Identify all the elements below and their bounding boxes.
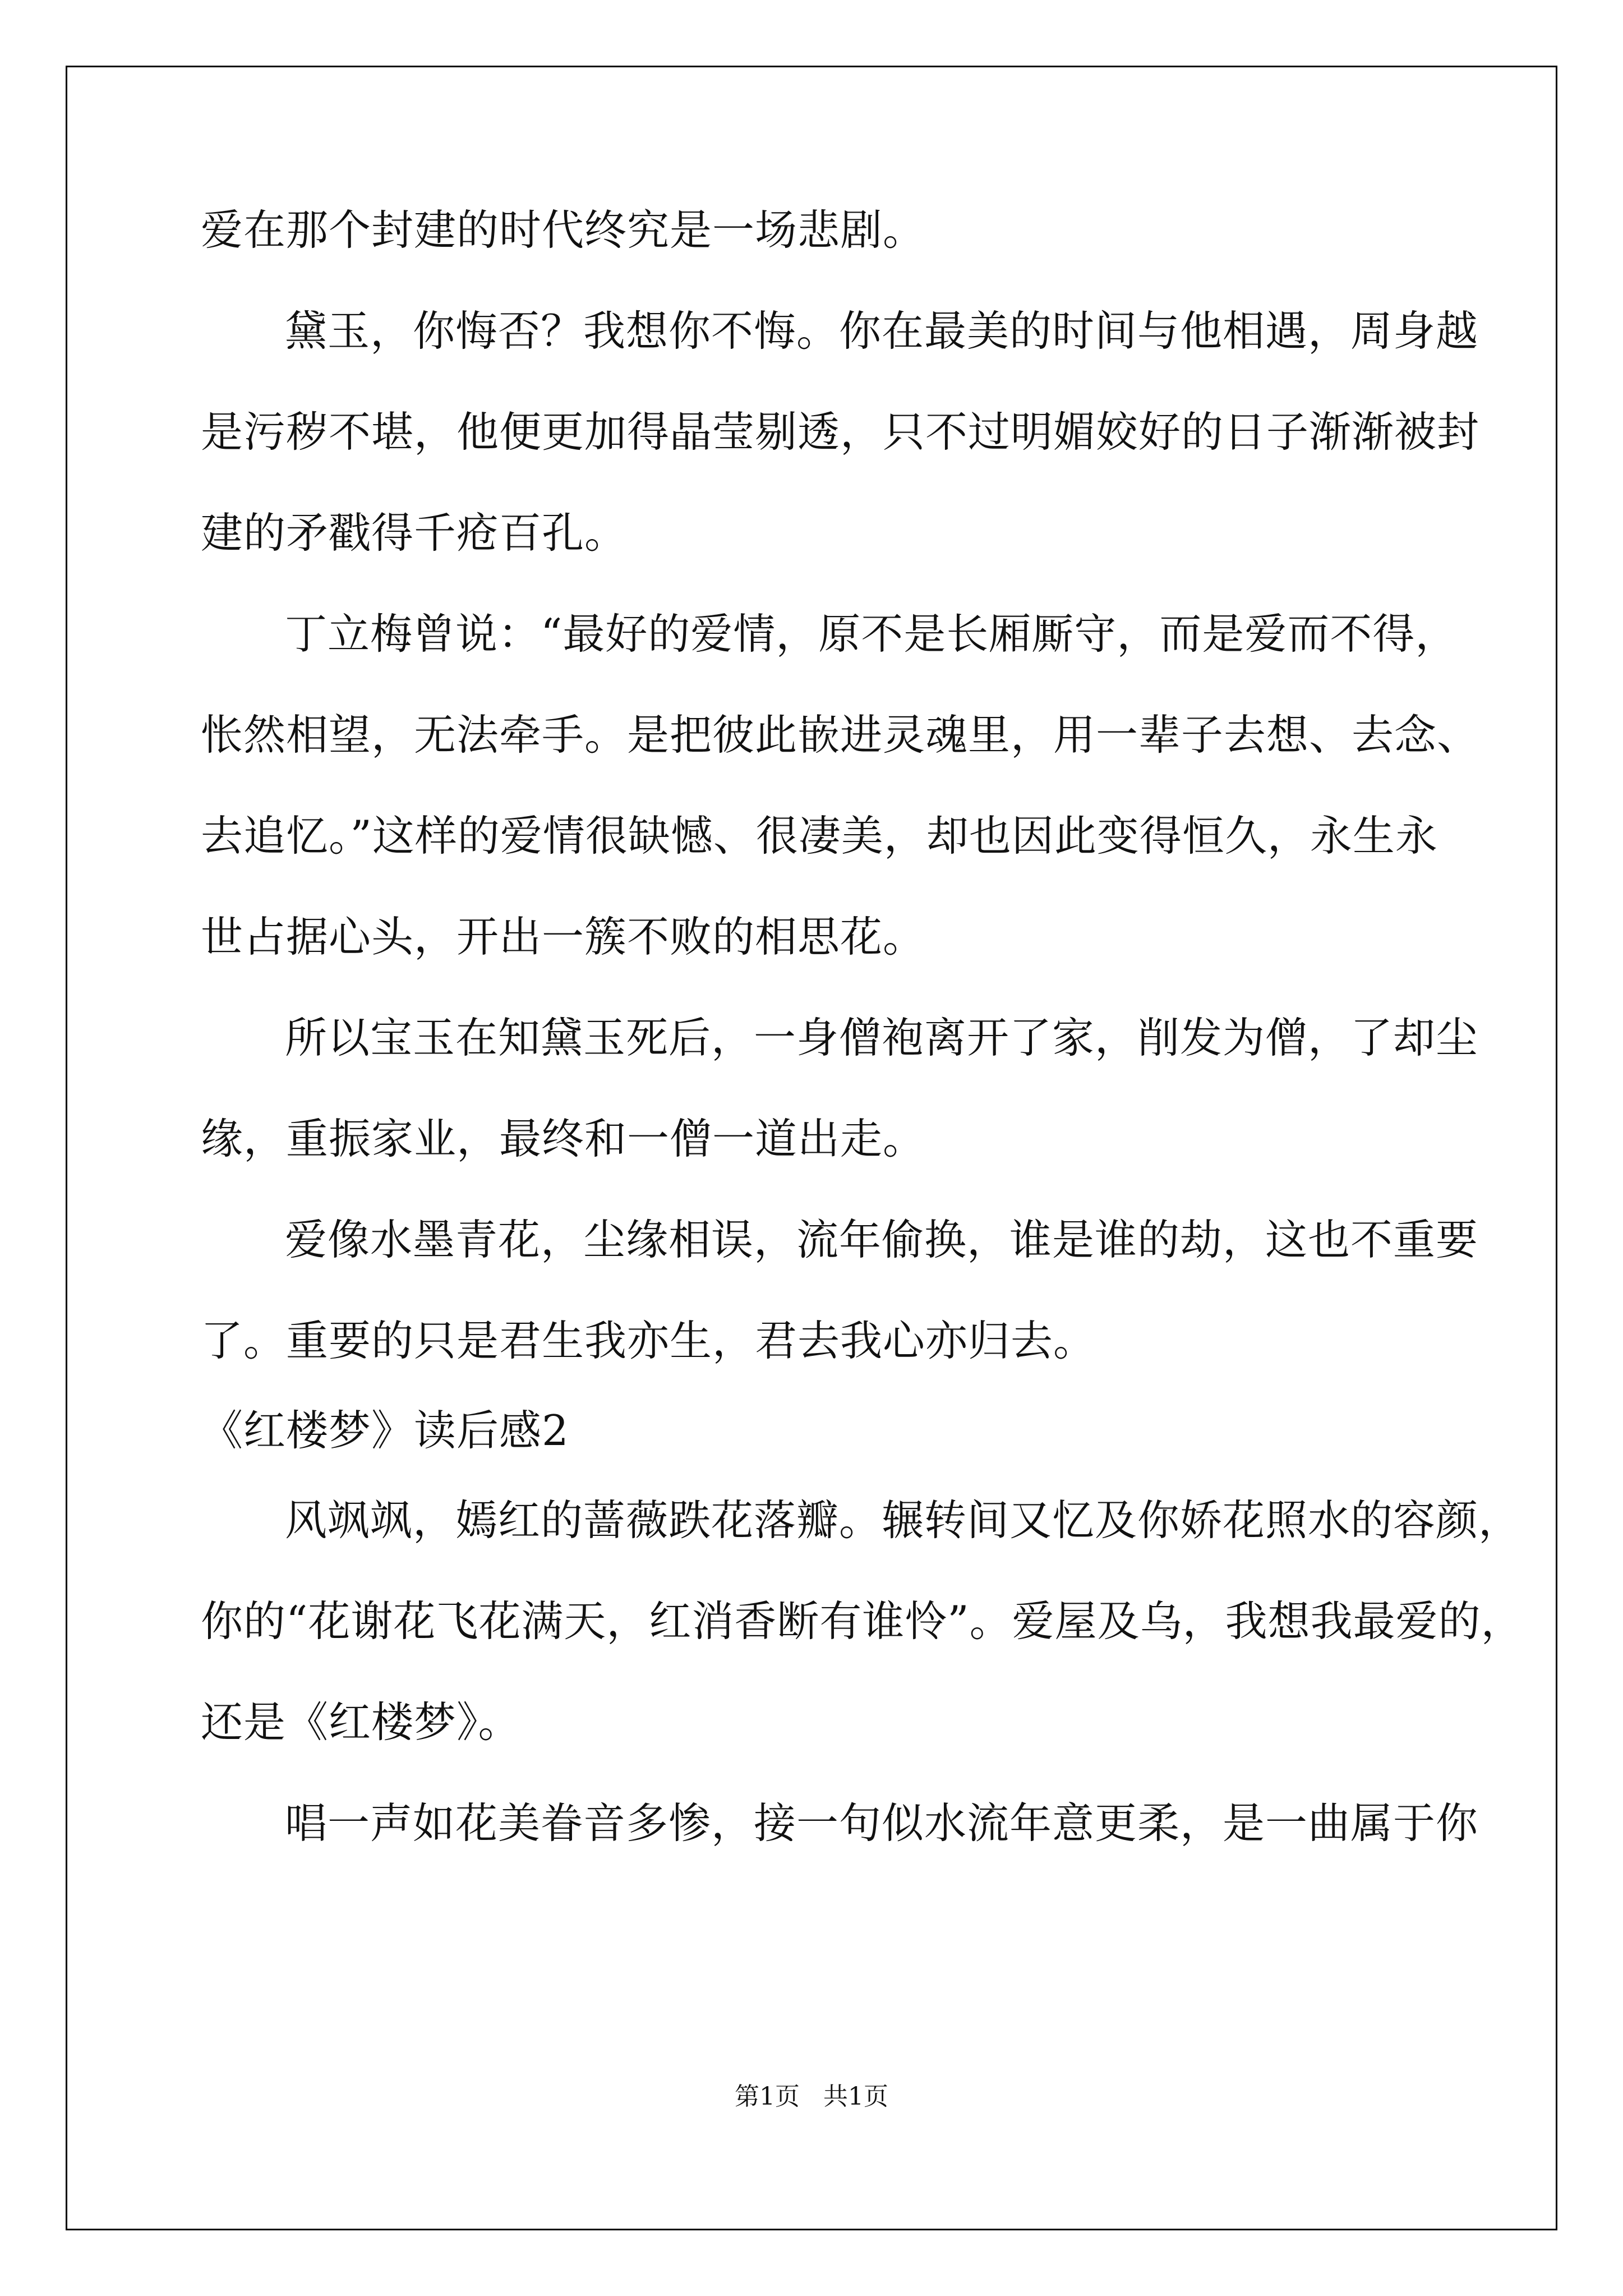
text-line: 丁立梅曾说：“最好的爱情，原不是长厢厮守，而是爱而不得， [285,609,1458,659]
text-line: 去追忆。”这样的爱情很缺憾、很凄美，却也因此变得恒久，永生永 [201,811,1438,861]
text-line: 唱一声如花美眷音多惨，接一句似水流年意更柔，是一曲属于你 [285,1798,1479,1848]
page-footer: 第1页 共1页 [735,2082,888,2111]
text-line: 了。重要的只是君生我亦生，君去我心亦归去。 [201,1316,1096,1365]
text-line: 怅然相望，无法牵手。是把彼此嵌进灵魂里，用一辈子去想、去念、 [201,710,1480,760]
text-line: 黛玉，你悔否？我想你不悔。你在最美的时间与他相遇，周身越 [285,306,1479,356]
text-line: 是污秽不堪，他便更加得晶莹剔透，只不过明媚姣好的日子渐渐被封 [201,407,1480,457]
text-line: 建的矛戳得千疮百孔。 [201,508,628,558]
text-line: 你的“花谢花飞花满天，红消香断有谁怜”。爱屋及乌，我想我最爱的， [201,1596,1524,1646]
text-line: 风飒飒，嫣红的蔷薇跌花落瓣。辗转间又忆及你娇花照水的容颜， [285,1496,1521,1545]
text-line: 缘，重振家业，最终和一僧一道出走。 [201,1114,926,1163]
text-line: 所以宝玉在知黛玉死后，一身僧袍离开了家，削发为僧，了却尘 [285,1013,1479,1062]
text-line: 世占据心头，开出一簇不败的相思花。 [201,912,926,961]
section-heading: 《红楼梦》读后感2 [201,1406,569,1455]
text-line: 还是《红楼梦》。 [201,1697,521,1747]
text-line: 爱在那个封建的时代终究是一场悲剧。 [201,205,926,255]
text-line: 爱像水墨青花，尘缘相误，流年偷换，谁是谁的劫，这也不重要 [285,1215,1479,1264]
